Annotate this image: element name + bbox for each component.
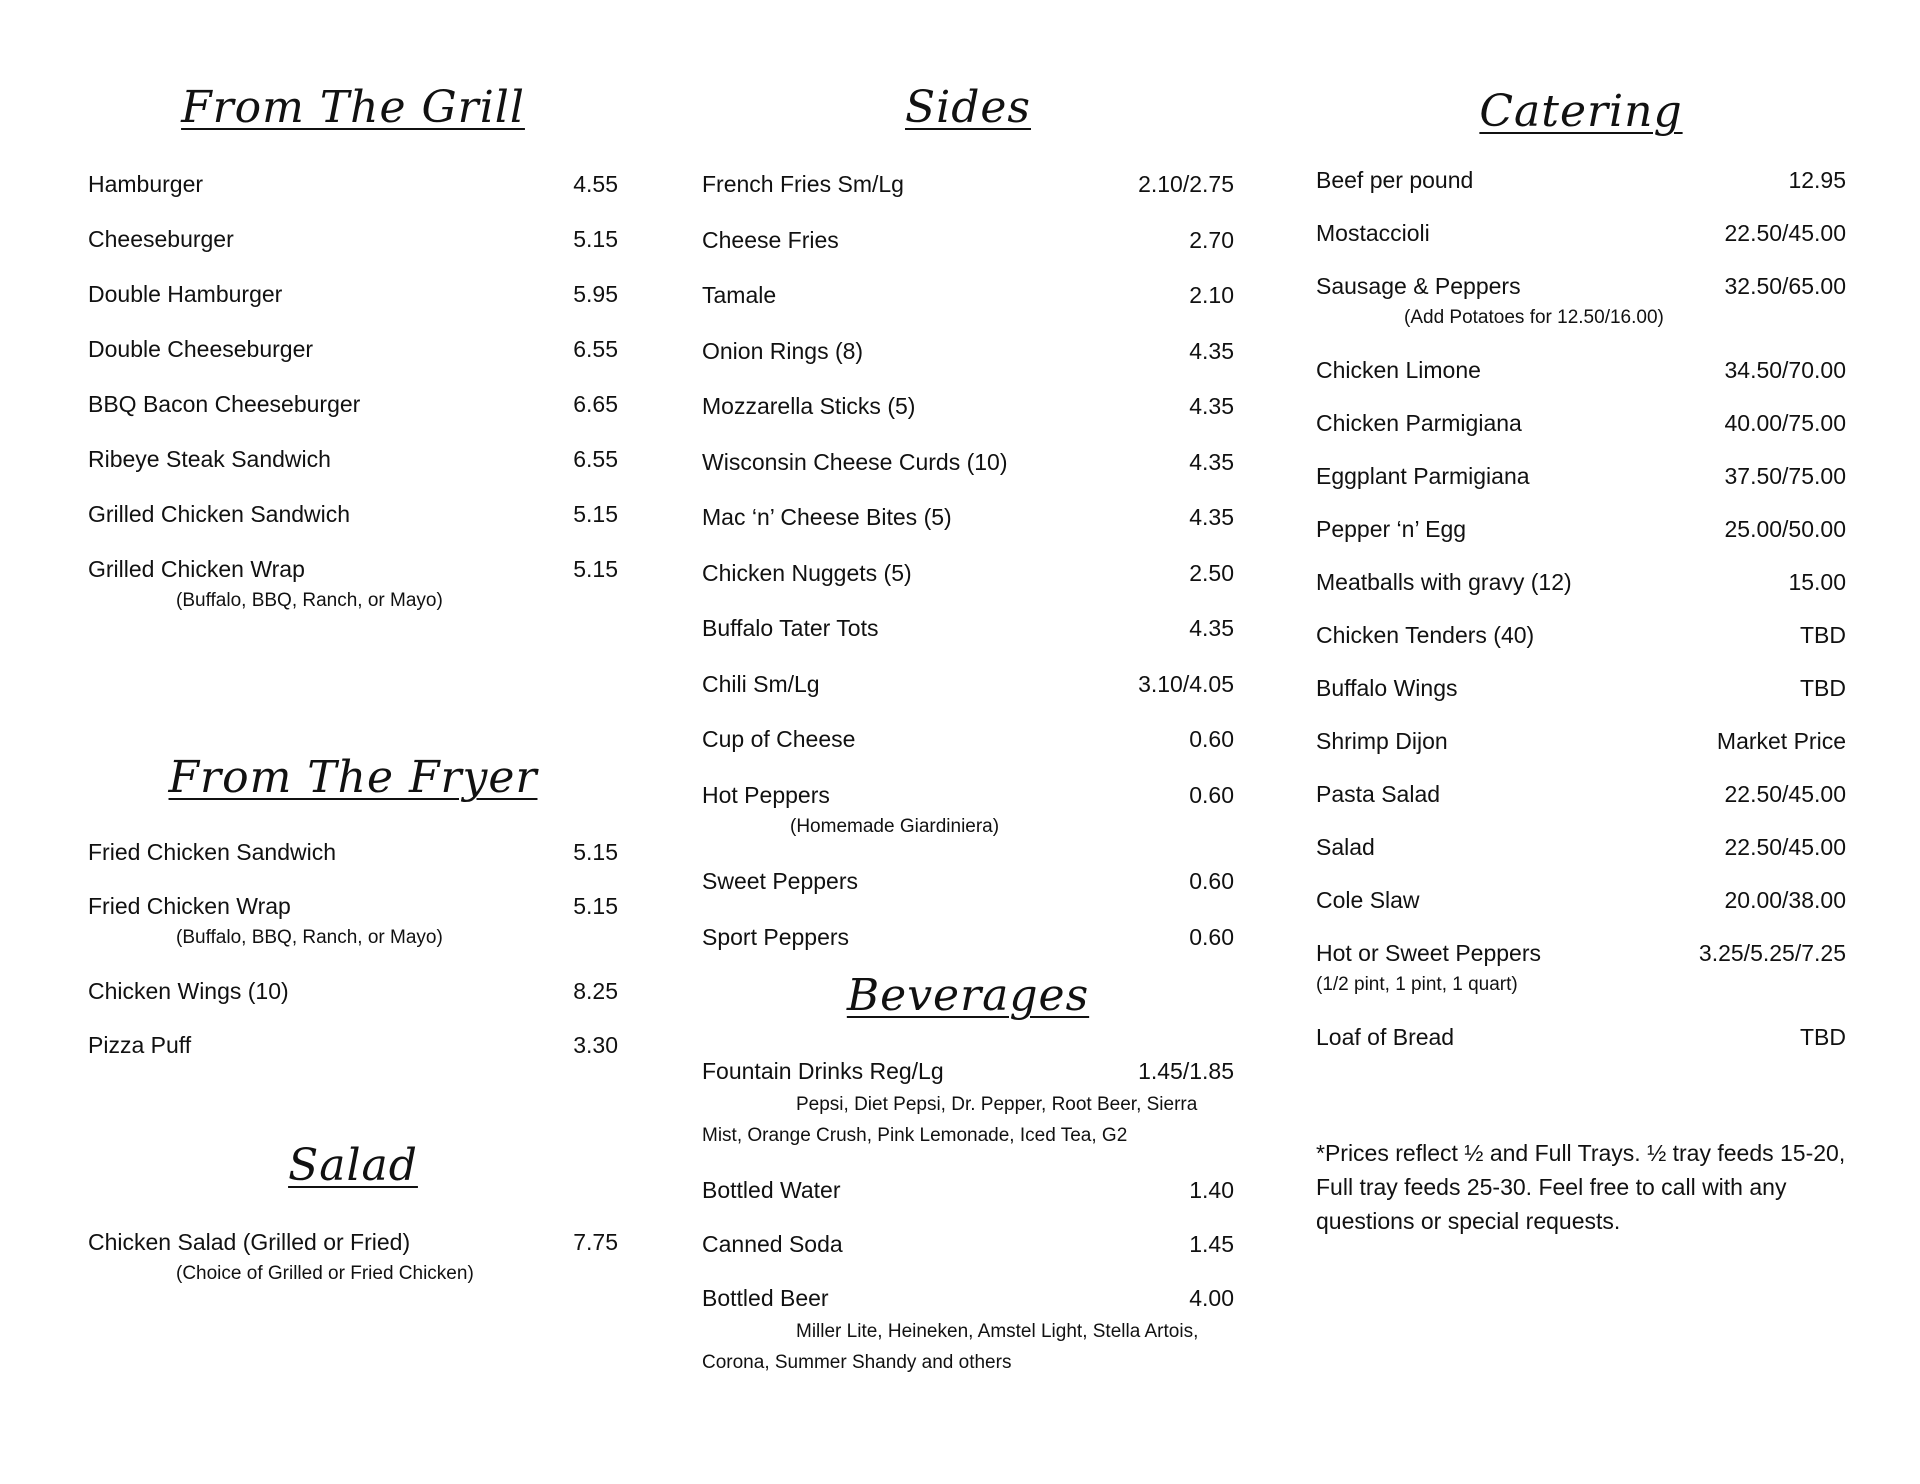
menu-item-row — [88, 837, 618, 867]
menu-item-price: 1.40 — [1189, 1177, 1234, 1203]
menu-item-price: 0.60 — [1189, 868, 1234, 894]
menu-item-name: Cole Slaw — [1316, 887, 1420, 913]
menu-item-name: Ribeye Steak Sandwich — [88, 446, 331, 472]
menu-item-price: 34.50/70.00 — [1724, 357, 1846, 383]
menu-item — [702, 447, 1234, 477]
menu-item-price: Market Price — [1716, 728, 1846, 754]
menu-item-price: 25.00/50.00 — [1724, 516, 1846, 542]
menu-item — [702, 336, 1234, 366]
menu-item — [1316, 938, 1846, 999]
menu-item-price: 7.75 — [573, 1229, 618, 1255]
menu-item-price: 12.95 — [1788, 167, 1846, 193]
menu-item-description — [702, 1316, 1222, 1378]
menu-item-name: Meatballs with gravy (12) — [1316, 569, 1572, 595]
menu-item-name: Bottled Water — [702, 1177, 841, 1203]
menu-item-name: Eggplant Parmigiana — [1316, 463, 1530, 489]
menu-item-note: (Add Potatoes for 12.50/16.00) — [1404, 307, 1664, 328]
menu-item-note: (Choice of Grilled or Fried Chicken) — [176, 1263, 474, 1284]
menu-item-price: 2.10 — [1189, 282, 1234, 308]
menu-item-row — [1316, 271, 1846, 301]
menu-item-name: Buffalo Wings — [1316, 675, 1458, 701]
menu-item — [1316, 461, 1846, 491]
menu-item-name: Pasta Salad — [1316, 781, 1441, 807]
menu-item — [702, 922, 1234, 952]
menu-item-price: 5.15 — [573, 226, 618, 252]
menu-item-price: 6.55 — [573, 446, 618, 472]
menu-item-price: 5.15 — [573, 501, 618, 527]
menu-item — [1316, 885, 1846, 915]
menu-item-price: 4.35 — [1189, 337, 1234, 364]
menu-item-name: French Fries Sm/Lg — [702, 171, 904, 197]
menu-item-name: Double Cheeseburger — [88, 336, 314, 362]
menu-item — [702, 225, 1234, 255]
menu-item — [1316, 726, 1846, 756]
menu-item-note: (Homemade Giardiniera) — [790, 815, 1000, 837]
menu-item-row — [88, 1030, 618, 1060]
menu-item-name: Chicken Salad (Grilled or Fried) — [88, 1229, 411, 1255]
menu-item-name: Grilled Chicken Sandwich — [88, 501, 351, 527]
menu-item-price: 4.00 — [1189, 1285, 1234, 1311]
menu-item — [702, 724, 1234, 754]
menu-item-price: 3.30 — [573, 1032, 618, 1058]
salad-heading: Salad — [288, 1140, 418, 1191]
menu-item-price: 22.50/45.00 — [1724, 781, 1846, 807]
menu-item-price: 5.15 — [573, 839, 618, 865]
menu-item-name: Chili Sm/Lg — [702, 670, 820, 697]
menu-item — [88, 891, 618, 952]
grill-items — [88, 169, 618, 640]
menu-item-row — [702, 669, 1234, 699]
menu-item-row — [702, 866, 1234, 896]
menu-item-price: 4.55 — [573, 171, 618, 197]
menu-item-row — [1316, 165, 1846, 195]
menu-item — [702, 558, 1234, 588]
menu-item-row — [702, 1056, 1234, 1086]
menu-item — [702, 280, 1234, 310]
menu-item-price: 1.45/1.85 — [1138, 1058, 1234, 1084]
menu-item-name: Cheese Fries — [702, 226, 839, 253]
menu-item — [1316, 779, 1846, 809]
menu-item-name: Salad — [1316, 834, 1375, 860]
fryer-items — [88, 837, 618, 1084]
menu-item-name: Chicken Parmigiana — [1316, 410, 1522, 436]
menu-item-name: BBQ Bacon Cheeseburger — [88, 391, 361, 417]
menu-item-row — [702, 1175, 1234, 1205]
menu-item — [702, 613, 1234, 643]
menu-item-row — [702, 502, 1234, 532]
menu-item-description-line1: Pepsi, Diet Pepsi, Dr. Pepper, Root Beer, Sierra — [796, 1094, 1198, 1115]
menu-item-row — [1316, 1022, 1846, 1052]
fryer-heading: From The Fryer — [168, 752, 538, 803]
menu-item-price: 37.50/75.00 — [1724, 463, 1846, 489]
menu-item-price: 2.70 — [1189, 226, 1234, 253]
menu-item — [1316, 408, 1846, 438]
menu-item-row — [88, 499, 618, 529]
menu-item — [1316, 832, 1846, 862]
menu-item-row — [1316, 408, 1846, 438]
menu-item-row — [88, 334, 618, 364]
menu-item-row — [702, 1283, 1234, 1313]
salad-items — [88, 1227, 618, 1288]
menu-item-price: 3.25/5.25/7.25 — [1698, 940, 1846, 966]
menu-item — [702, 391, 1234, 421]
menu-item — [702, 866, 1234, 896]
sides-heading: Sides — [905, 82, 1031, 133]
menu-item-name: Chicken Limone — [1316, 357, 1481, 383]
menu-item — [88, 224, 618, 254]
menu-item-row — [88, 554, 618, 584]
menu-item — [702, 502, 1234, 532]
menu-item-price: 5.95 — [573, 281, 618, 307]
menu-item-row — [1316, 355, 1846, 385]
menu-item-row — [1316, 832, 1846, 862]
menu-item — [88, 444, 618, 474]
menu-item-name: Sport Peppers — [702, 923, 850, 950]
menu-item — [702, 169, 1234, 199]
menu-item-note: (1/2 pint, 1 pint, 1 quart) — [1316, 974, 1518, 995]
menu-item-name: Fountain Drinks Reg/Lg — [702, 1058, 944, 1084]
menu-item-price: 4.35 — [1189, 393, 1234, 419]
menu-item-row — [88, 976, 618, 1006]
menu-item-name: Chicken Wings (10) — [88, 978, 289, 1004]
menu-item-name: Shrimp Dijon — [1316, 728, 1448, 754]
menu-item-price: 2.10/2.75 — [1138, 171, 1234, 197]
menu-item-price: 4.35 — [1189, 615, 1234, 641]
menu-item-price: 40.00/75.00 — [1724, 410, 1846, 436]
menu-item-name: Hot Peppers — [702, 781, 830, 808]
menu-item-row — [702, 225, 1234, 255]
menu-item-price: 22.50/45.00 — [1724, 220, 1846, 246]
menu-item — [1316, 218, 1846, 248]
menu-item-description-line1: Miller Lite, Heineken, Amstel Light, Stella Artois, — [796, 1321, 1199, 1342]
menu-item-price: TBD — [1800, 622, 1846, 648]
menu-item — [1316, 165, 1846, 195]
menu-item-row — [1316, 779, 1846, 809]
menu-item-name: Chicken Nuggets (5) — [702, 559, 912, 586]
menu-item-name: Mostaccioli — [1316, 220, 1430, 246]
menu-item-row — [1316, 673, 1846, 703]
menu-item-row — [702, 169, 1234, 199]
menu-item-name: Bottled Beer — [702, 1285, 829, 1311]
menu-item-row — [1316, 218, 1846, 248]
menu-item-description — [702, 1089, 1222, 1151]
menu-item — [88, 837, 618, 867]
menu-item-price: 0.60 — [1189, 781, 1234, 808]
menu-item-row — [702, 922, 1234, 952]
menu-item-name: Cup of Cheese — [702, 726, 856, 752]
menu-item-name: Grilled Chicken Wrap — [88, 556, 305, 582]
menu-item-price: 0.60 — [1189, 923, 1234, 950]
menu-item — [1316, 271, 1846, 332]
menu-item — [88, 554, 618, 615]
menu-item — [88, 1227, 618, 1288]
menu-item — [1316, 355, 1846, 385]
menu-item-price: 4.35 — [1189, 448, 1234, 475]
menu-item-price: 8.25 — [573, 978, 618, 1004]
menu-item-price: 0.60 — [1189, 726, 1234, 752]
menu-item-name: Sweet Peppers — [702, 868, 858, 894]
menu-item-price: 5.15 — [573, 556, 618, 582]
sides-items — [702, 169, 1234, 977]
menu-item-row — [702, 1229, 1234, 1259]
menu-item-row — [88, 1227, 618, 1257]
menu-item-name: Canned Soda — [702, 1231, 843, 1257]
menu-item-row — [702, 280, 1234, 310]
menu-item — [88, 976, 618, 1006]
catering-note: *Prices reflect ½ and Full Trays. ½ tray feeds 15-20, Full tray feeds 25-30. Feel free to call with any questions or special requests. — [1316, 1140, 1846, 1234]
menu-item — [702, 1175, 1234, 1205]
menu-item — [1316, 620, 1846, 650]
beverages-items — [702, 1056, 1234, 1402]
menu-item — [88, 169, 618, 199]
menu-item — [702, 1056, 1234, 1151]
grill-heading: From The Grill — [181, 82, 525, 133]
menu-item-row — [88, 891, 618, 921]
menu-item — [1316, 673, 1846, 703]
menu-item — [702, 1229, 1234, 1259]
menu-item-row — [88, 224, 618, 254]
menu-item-name: Pizza Puff — [88, 1032, 192, 1058]
menu-item-price: 5.15 — [573, 893, 618, 919]
menu-item-price: 20.00/38.00 — [1724, 887, 1846, 913]
menu-item-name: Pepper ‘n’ Egg — [1316, 516, 1467, 542]
menu-item — [702, 1283, 1234, 1378]
menu-item — [88, 334, 618, 364]
menu-item-row — [702, 613, 1234, 643]
menu-item-name: Loaf of Bread — [1316, 1024, 1455, 1050]
menu-item-price: 22.50/45.00 — [1724, 834, 1846, 860]
menu-item — [702, 780, 1234, 841]
menu-item-row — [1316, 938, 1846, 968]
menu-item-name: Fried Chicken Sandwich — [88, 839, 337, 865]
menu-item-price: TBD — [1800, 675, 1846, 701]
menu-item-row — [702, 724, 1234, 754]
menu-item-row — [702, 336, 1234, 366]
menu-item — [88, 499, 618, 529]
menu-item-name: Mac ‘n’ Cheese Bites (5) — [702, 504, 952, 530]
menu-item-row — [88, 169, 618, 199]
menu-item-price: 15.00 — [1788, 569, 1846, 595]
menu-item-name: Hamburger — [88, 171, 204, 197]
menu-item-row — [1316, 514, 1846, 544]
menu-item — [88, 1030, 618, 1060]
menu-item-name: Buffalo Tater Tots — [702, 615, 879, 641]
menu-item-row — [702, 558, 1234, 588]
menu-item-name: Wisconsin Cheese Curds (10) — [702, 448, 1008, 475]
menu-item-note: (Buffalo, BBQ, Ranch, or Mayo) — [176, 927, 443, 948]
menu-item — [1316, 514, 1846, 544]
menu-item-row — [702, 391, 1234, 421]
menu-item-name: Chicken Tenders (40) — [1316, 622, 1535, 648]
catering-heading: Catering — [1479, 86, 1683, 137]
beverages-heading: Beverages — [846, 970, 1090, 1021]
menu-item-note: (Buffalo, BBQ, Ranch, or Mayo) — [176, 590, 443, 611]
menu-item-price: 6.65 — [573, 391, 618, 417]
menu-item-name: Beef per pound — [1316, 167, 1474, 193]
menu-item-row — [702, 780, 1234, 810]
menu-item-row — [1316, 567, 1846, 597]
menu-item-price: 2.50 — [1189, 559, 1234, 586]
menu-item-price: 1.45 — [1189, 1231, 1234, 1257]
menu-item — [702, 669, 1234, 699]
menu-item-row — [88, 279, 618, 309]
menu-item-name: Mozzarella Sticks (5) — [702, 393, 916, 419]
menu-item-row — [1316, 726, 1846, 756]
menu-item-row — [88, 389, 618, 419]
menu-item-row — [1316, 461, 1846, 491]
menu-item-price: 32.50/65.00 — [1724, 273, 1846, 299]
menu-item-name: Double Hamburger — [88, 281, 283, 307]
menu-item-name: Sausage & Peppers — [1316, 273, 1521, 299]
menu-item-name: Cheeseburger — [88, 226, 234, 252]
menu-item-description-line2: Corona, Summer Shandy and others — [702, 1352, 1012, 1373]
menu-item — [88, 389, 618, 419]
menu-item-description-line2: Mist, Orange Crush, Pink Lemonade, Iced Tea, G2 — [702, 1125, 1128, 1146]
menu-item-row — [88, 444, 618, 474]
menu-item-row — [1316, 620, 1846, 650]
menu-item-price: 6.55 — [573, 336, 618, 362]
menu-item-name: Fried Chicken Wrap — [88, 893, 291, 919]
menu-item — [1316, 567, 1846, 597]
menu-item-name: Tamale — [702, 282, 777, 308]
catering-items — [1316, 165, 1846, 1075]
menu-item-price: 4.35 — [1189, 504, 1234, 530]
menu-item-row — [1316, 885, 1846, 915]
menu-item — [88, 279, 618, 309]
menu-item-price: 3.10/4.05 — [1138, 670, 1234, 697]
menu-item-name: Hot or Sweet Peppers — [1316, 940, 1542, 966]
menu-item-name: Onion Rings (8) — [702, 337, 864, 364]
menu-item — [1316, 1022, 1846, 1052]
menu-item-price: TBD — [1800, 1024, 1846, 1050]
menu-item-row — [702, 447, 1234, 477]
